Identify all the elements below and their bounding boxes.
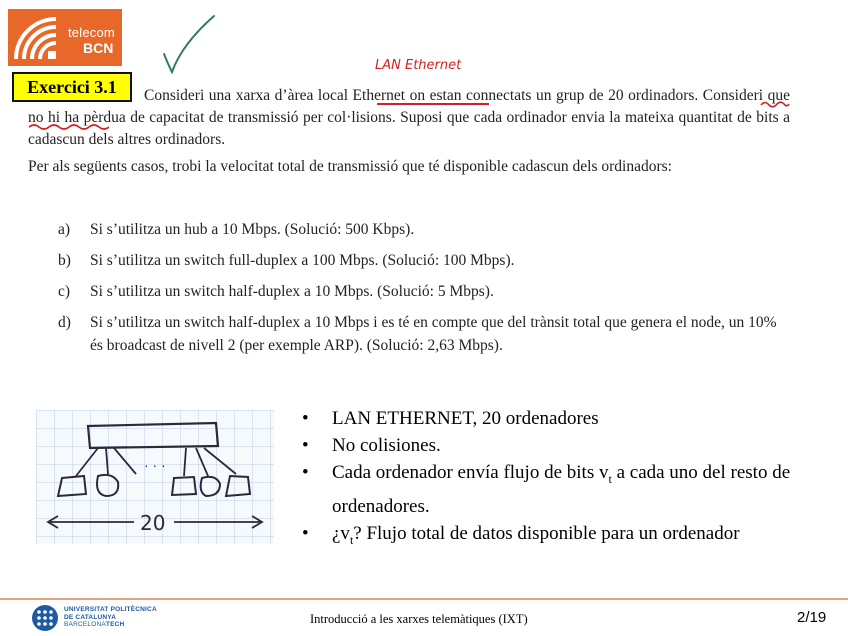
handwritten-annotation: LAN Ethernet [375, 58, 462, 73]
bullet-text: LAN ETHERNET, 20 ordenadores [332, 408, 599, 429]
upc-line-2: DE CATALUNYA [64, 613, 117, 621]
case-text: Si s’utilitza un hub a 10 Mbps. (Solució: 500 Kbps). [90, 221, 415, 238]
bullet-text-part: ? Flujo total de datos disponible para un ordenador [353, 522, 740, 544]
upc-line-3 [64, 621, 157, 629]
network-sketch [36, 410, 274, 544]
case-item [58, 280, 790, 303]
bullet-item [302, 405, 812, 432]
bullet-text [332, 520, 740, 554]
case-item [58, 311, 790, 357]
cases-list [58, 218, 790, 365]
case-label: d) [58, 314, 71, 331]
handwritten-checkmark-icon [160, 14, 220, 76]
case-text: Si s’utilitza un switch half-duplex a 10 Mbps i es té en compte que del trànsit total que genera el node, un 10% és broadcast de nivell 2 (per exemple ARP). (Solució: 2,63 Mbps). [90, 314, 777, 354]
footer-divider [0, 598, 848, 600]
bullet-marker: • [302, 522, 309, 544]
subscript-t: t [349, 532, 354, 547]
exercise-statement [28, 85, 790, 178]
bullet-marker: • [302, 408, 309, 429]
case-item [58, 218, 790, 241]
case-label: a) [58, 221, 71, 238]
telecom-bcn-logo [8, 9, 122, 66]
bullet-text-part: ¿v [332, 522, 350, 544]
summary-bullets [302, 405, 812, 554]
case-label: c) [58, 283, 71, 300]
bullet-text-part: Cada ordenador envía flujo de bits v [332, 462, 609, 483]
case-label: b) [58, 252, 71, 269]
upc-line-1: UNIVERSITAT POLITÈCNICA [64, 606, 157, 613]
logo-text-bcn: BCN [83, 40, 114, 56]
sketch-dots: · · · [144, 457, 166, 473]
case-text: Si s’utilitza un switch half-duplex a 10 Mbps. (Solució: 5 Mbps). [90, 283, 494, 300]
upc-line-3a: BARCELONA [64, 621, 106, 628]
bullet-item [302, 459, 812, 520]
bullet-text-part: a cada uno del resto de ordenadores. [332, 462, 791, 517]
subscript-t: t [608, 471, 612, 486]
course-title: Introducció a les xarxes telemàtiques (IXT) [310, 612, 528, 626]
bullet-marker: • [302, 462, 309, 483]
bullet-item [302, 520, 812, 554]
sketch-count-label: 20 [140, 511, 166, 535]
logo-text-telecom: telecom [68, 25, 115, 40]
case-text: Si s’utilitza un switch full-duplex a 100 Mbps. (Solució: 100 Mbps). [90, 252, 515, 269]
bullet-item [302, 432, 812, 459]
case-item [58, 249, 790, 272]
signal-waves-icon [12, 13, 68, 63]
upc-line-3b: TECH [105, 621, 125, 628]
statement-paragraph-2: Per als següents casos, trobi la velocitat total de transmissió que té disponible cadascun dels ordinadors: [28, 158, 672, 175]
upc-logo-icon [30, 604, 60, 632]
statement-paragraph-1: Consideri una xarxa d’àrea local Ethernet on estan connectats un grup de 20 ordinadors. Consideri que no hi ha pèrdua de capacitat de transmissió per col·lisions. Suposi que cada ordinador envia la mateixa quantitat de bits a cadascun dels altres ordinadors. [28, 87, 790, 148]
exercise-label: Exercici 3.1 [12, 72, 132, 102]
bullet-marker: • [302, 435, 309, 456]
page-number: 2/19 [797, 609, 827, 626]
bullet-text [332, 459, 812, 520]
upc-name [64, 606, 157, 629]
bullet-text: No colisiones. [332, 435, 441, 456]
